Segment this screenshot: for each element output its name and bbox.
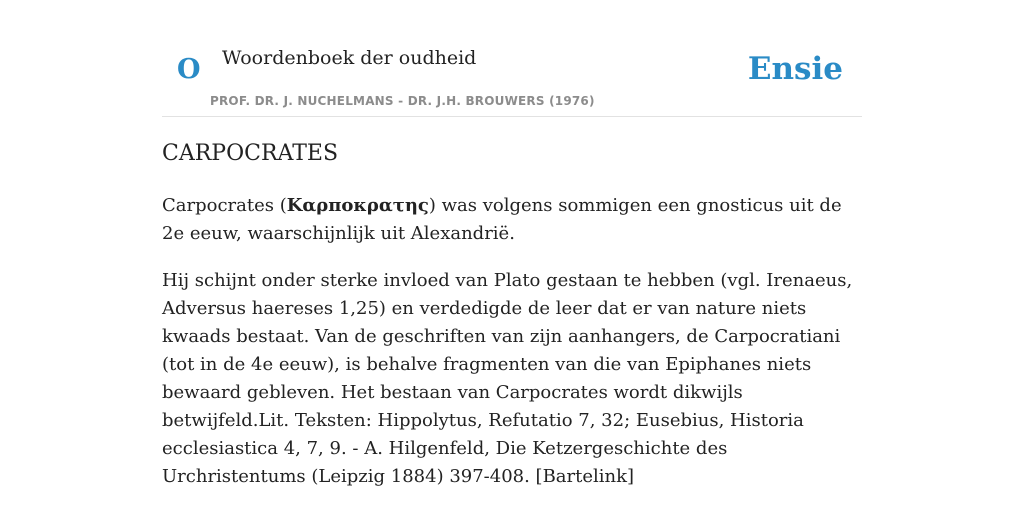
- greek-name: Καρποκρατης: [286, 195, 429, 216]
- index-letter[interactable]: O: [177, 54, 201, 85]
- entry-title: CARPOCRATES: [162, 141, 339, 166]
- intro-text-after: ) was volgens sommigen een gnosticus uit de 2e eeuw, waarschijnlijk uit Alexandrië.: [162, 195, 842, 244]
- entry-paragraph-intro: [162, 192, 862, 248]
- dictionary-authors: PROF. DR. J. NUCHELMANS - DR. J.H. BROUWERS (1976): [210, 94, 595, 108]
- dictionary-title[interactable]: Woordenboek der oudheid: [222, 47, 477, 69]
- page-header: [162, 0, 862, 117]
- ensie-logo[interactable]: Ensie: [747, 51, 843, 87]
- entry-paragraph-body: Hij schijnt onder sterke invloed van Plato gestaan te hebben (vgl. Irenaeus, Adversus haereses 1,25) en verdedigde de leer dat er van nature niets kwaads bestaat. Van de geschriften van zijn aanhangers, de Carpocratiani (tot in de 4e eeuw), is behalve fragmenten van die van Epiphanes niets bewaard gebleven. Het bestaan van Carpocrates wordt dikwijls betwijfeld.Lit. Teksten: Hippolytus, Refutatio 7, 32; Eusebius, Historia ecclesiastica 4, 7, 9. - A. Hilgenfeld, Die Ketzergeschichte des Urchristentums (Leipzig 1884) 397-408. [Bartelink]: [162, 270, 853, 487]
- entry-article: [162, 138, 862, 491]
- intro-text-before: Carpocrates (: [162, 195, 287, 216]
